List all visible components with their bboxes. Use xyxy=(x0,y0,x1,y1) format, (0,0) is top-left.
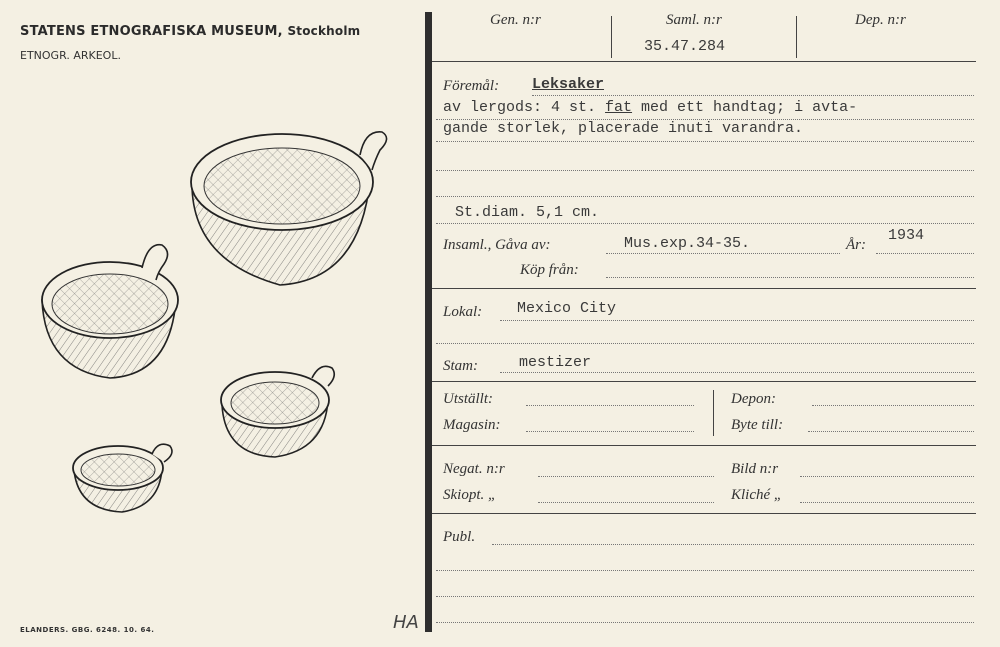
museum-header xyxy=(20,24,360,39)
rule-acq xyxy=(432,288,976,289)
publ-label: Publ. xyxy=(443,529,476,545)
dotted-line xyxy=(606,277,974,278)
depon-label: Depon: xyxy=(731,391,776,407)
top-row-separator-2 xyxy=(796,16,797,58)
foremal-title-text: Leksaker xyxy=(532,76,605,93)
dotted-line xyxy=(606,253,840,254)
dotted-line xyxy=(538,502,714,503)
dotted-line xyxy=(800,502,974,503)
department-line: ETNOGR. ARKEOL. xyxy=(20,49,121,62)
stam-label: Stam: xyxy=(443,358,478,374)
size-text: St.diam. 5,1 cm. xyxy=(455,204,600,221)
foremal-line-1c: med ett handtag; i avta- xyxy=(632,99,858,116)
museum-city: Stockholm xyxy=(287,24,361,38)
dotted-line xyxy=(436,570,974,571)
insaml-label: Insaml., Gåva av: xyxy=(443,237,551,253)
bild-label: Bild n:r xyxy=(731,461,779,477)
medium-bowl xyxy=(42,245,178,378)
dotted-line xyxy=(436,596,974,597)
dotted-line xyxy=(436,119,974,120)
dotted-line xyxy=(808,431,974,432)
foremal-title xyxy=(532,76,604,93)
dotted-line xyxy=(436,141,974,142)
dotted-line xyxy=(526,405,694,406)
saml-nr-value: 35.47.284 xyxy=(644,38,726,55)
rule-photo xyxy=(432,513,976,514)
dotted-line xyxy=(436,622,974,623)
dotted-line xyxy=(876,253,974,254)
dotted-line xyxy=(800,476,974,477)
foremal-line-2: gande storlek, placerade inuti varandra. xyxy=(443,120,804,137)
rule-storage xyxy=(432,445,976,446)
dotted-line xyxy=(500,372,974,373)
gen-nr-label: Gen. n:r xyxy=(490,12,541,28)
storage-separator xyxy=(713,390,714,436)
rule-top xyxy=(432,61,976,62)
dotted-line xyxy=(436,223,974,224)
year-label: År: xyxy=(846,237,866,253)
handwritten-initials: HA xyxy=(393,612,419,633)
byte-label: Byte till: xyxy=(731,417,784,433)
foremal-line-1a: av lergods: 4 st. xyxy=(443,99,606,116)
small-bowl xyxy=(221,366,334,457)
top-row-separator-1 xyxy=(611,16,612,58)
utstallt-label: Utställt: xyxy=(443,391,494,407)
bowls-illustration xyxy=(30,120,410,520)
dotted-line xyxy=(532,95,974,96)
dotted-line xyxy=(436,170,974,171)
kliche-label: Kliché „ xyxy=(731,487,783,503)
negat-label: Negat. n:r xyxy=(443,461,505,477)
dotted-line xyxy=(538,476,714,477)
dotted-line xyxy=(436,343,974,344)
year-value: 1934 xyxy=(888,227,925,244)
kop-label: Köp från: xyxy=(520,262,579,278)
foremal-line-1 xyxy=(443,99,857,116)
tiny-bowl xyxy=(73,444,172,512)
dotted-line xyxy=(436,196,974,197)
printer-mark: ELANDERS. GBG. 6248. 10. 64. xyxy=(20,626,155,634)
rule-stam xyxy=(432,381,976,382)
magasin-label: Magasin: xyxy=(443,417,501,433)
card-divider-bar xyxy=(425,12,432,632)
dotted-line xyxy=(812,405,974,406)
dotted-line xyxy=(526,431,694,432)
stam-value: mestizer xyxy=(519,354,592,371)
lokal-label: Lokal: xyxy=(443,304,483,320)
saml-nr-label: Saml. n:r xyxy=(666,12,722,28)
foremal-label: Föremål: xyxy=(443,78,500,94)
large-bowl xyxy=(191,132,387,285)
dotted-line xyxy=(492,544,974,545)
skiopt-label: Skiopt. „ xyxy=(443,487,497,503)
dotted-line xyxy=(500,320,974,321)
museum-name: STATENS ETNOGRAFISKA MUSEUM, xyxy=(20,24,283,39)
lokal-value: Mexico City xyxy=(517,300,617,317)
dep-nr-label: Dep. n:r xyxy=(855,12,906,28)
foremal-line-1b: fat xyxy=(605,99,633,116)
insaml-value: Mus.exp.34-35. xyxy=(624,235,751,252)
